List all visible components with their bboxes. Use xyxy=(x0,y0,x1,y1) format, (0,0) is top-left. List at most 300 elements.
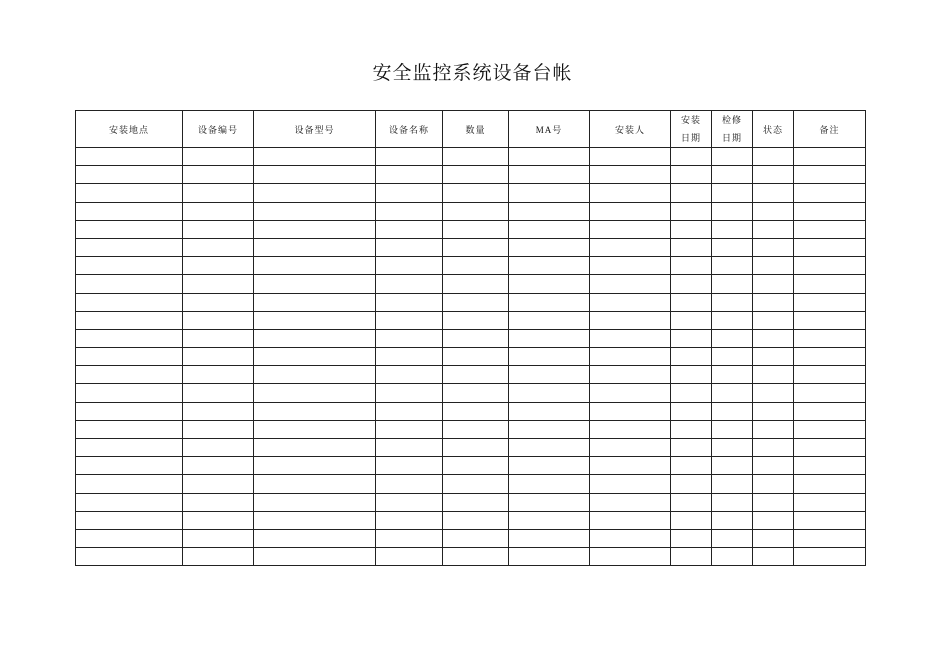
table-cell xyxy=(183,329,254,347)
table-cell xyxy=(183,184,254,202)
table-cell xyxy=(794,366,866,384)
table-row xyxy=(76,257,866,275)
table-cell xyxy=(590,166,671,184)
table-cell xyxy=(183,275,254,293)
table-row xyxy=(76,529,866,547)
table-cell xyxy=(443,384,509,402)
column-header-label: 安装人 xyxy=(614,124,645,135)
table-cell xyxy=(509,348,590,366)
table-row xyxy=(76,439,866,457)
table-cell xyxy=(590,184,671,202)
table-cell xyxy=(794,311,866,329)
table-cell xyxy=(254,420,376,438)
table-cell xyxy=(671,384,712,402)
table-cell xyxy=(183,420,254,438)
table-cell xyxy=(443,439,509,457)
table-cell xyxy=(671,457,712,475)
table-cell xyxy=(443,511,509,529)
table-cell xyxy=(183,457,254,475)
table-cell xyxy=(376,420,443,438)
table-cell xyxy=(590,329,671,347)
table-row xyxy=(76,275,866,293)
table-cell xyxy=(712,329,753,347)
table-cell xyxy=(183,366,254,384)
table-cell xyxy=(753,366,794,384)
table-cell xyxy=(712,366,753,384)
table-cell xyxy=(712,402,753,420)
table-cell xyxy=(183,202,254,220)
table-cell xyxy=(254,511,376,529)
table-cell xyxy=(376,293,443,311)
table-cell xyxy=(76,220,183,238)
table-cell xyxy=(590,293,671,311)
table-cell xyxy=(712,420,753,438)
table-cell xyxy=(753,402,794,420)
table-cell xyxy=(794,166,866,184)
table-cell xyxy=(76,166,183,184)
table-row xyxy=(76,220,866,238)
table-row xyxy=(76,511,866,529)
table-cell xyxy=(376,457,443,475)
table-cell xyxy=(794,457,866,475)
table-cell xyxy=(712,529,753,547)
table-cell xyxy=(376,493,443,511)
table-cell xyxy=(590,220,671,238)
table-cell xyxy=(183,166,254,184)
table-cell xyxy=(76,275,183,293)
column-header xyxy=(76,111,183,148)
column-header-label: 安装 xyxy=(680,115,701,125)
table-cell xyxy=(76,184,183,202)
table-cell xyxy=(183,439,254,457)
table-cell xyxy=(183,257,254,275)
table-cell xyxy=(794,184,866,202)
table-cell xyxy=(443,348,509,366)
column-header xyxy=(794,111,866,148)
table-cell xyxy=(443,148,509,166)
table-cell xyxy=(76,366,183,384)
table-cell xyxy=(254,439,376,457)
table-cell xyxy=(753,529,794,547)
table-cell xyxy=(590,366,671,384)
table-cell xyxy=(254,366,376,384)
document-title: 安全监控系统设备台帐 xyxy=(372,62,573,84)
table-cell xyxy=(376,548,443,566)
table-cell xyxy=(76,439,183,457)
table-cell xyxy=(712,220,753,238)
table-cell xyxy=(76,348,183,366)
table-cell xyxy=(183,548,254,566)
table-row xyxy=(76,420,866,438)
table-cell xyxy=(509,457,590,475)
table-cell xyxy=(443,548,509,566)
table-cell xyxy=(443,420,509,438)
table-cell xyxy=(753,439,794,457)
table-cell xyxy=(671,511,712,529)
table-cell xyxy=(590,238,671,256)
table-cell xyxy=(712,311,753,329)
table-cell xyxy=(76,420,183,438)
table-cell xyxy=(76,493,183,511)
table-cell xyxy=(443,293,509,311)
table-cell xyxy=(76,457,183,475)
table-cell xyxy=(671,548,712,566)
table-cell xyxy=(183,311,254,329)
table-cell xyxy=(509,148,590,166)
table-cell xyxy=(509,293,590,311)
table-cell xyxy=(183,348,254,366)
table-cell xyxy=(254,202,376,220)
column-header-label: 设备型号 xyxy=(294,124,335,135)
table-cell xyxy=(509,493,590,511)
table-cell xyxy=(753,493,794,511)
table-cell xyxy=(443,366,509,384)
table-cell xyxy=(794,238,866,256)
table-cell xyxy=(712,348,753,366)
table-row xyxy=(76,311,866,329)
table-cell xyxy=(443,220,509,238)
table-cell xyxy=(712,238,753,256)
table-cell xyxy=(254,402,376,420)
table-cell xyxy=(183,148,254,166)
table-cell xyxy=(753,384,794,402)
table-cell xyxy=(753,220,794,238)
table-cell xyxy=(76,293,183,311)
table-cell xyxy=(509,257,590,275)
table-cell xyxy=(509,548,590,566)
table-cell xyxy=(509,420,590,438)
table-cell xyxy=(590,529,671,547)
table-cell xyxy=(76,511,183,529)
table-cell xyxy=(376,348,443,366)
table-cell xyxy=(712,439,753,457)
table-cell xyxy=(76,329,183,347)
table-cell xyxy=(712,275,753,293)
table-cell xyxy=(712,384,753,402)
table-cell xyxy=(76,238,183,256)
table-cell xyxy=(443,166,509,184)
table-cell xyxy=(794,293,866,311)
table-cell xyxy=(794,148,866,166)
table-cell xyxy=(443,402,509,420)
table-row xyxy=(76,457,866,475)
table-row xyxy=(76,475,866,493)
column-header xyxy=(712,111,753,148)
table-cell xyxy=(376,166,443,184)
table-cell xyxy=(76,402,183,420)
table-cell xyxy=(443,275,509,293)
table-cell xyxy=(76,475,183,493)
table-cell xyxy=(753,420,794,438)
table-cell xyxy=(590,384,671,402)
table-cell xyxy=(794,257,866,275)
column-header xyxy=(254,111,376,148)
table-cell xyxy=(671,529,712,547)
table-cell xyxy=(76,311,183,329)
table-cell xyxy=(376,184,443,202)
table-cell xyxy=(509,439,590,457)
header-row xyxy=(76,111,866,148)
table-cell xyxy=(671,329,712,347)
table-cell xyxy=(376,439,443,457)
table-cell xyxy=(753,257,794,275)
table-cell xyxy=(753,275,794,293)
table-cell xyxy=(443,238,509,256)
table-cell xyxy=(183,238,254,256)
table-cell xyxy=(76,202,183,220)
table-cell xyxy=(376,366,443,384)
table-cell xyxy=(509,475,590,493)
table-cell xyxy=(590,493,671,511)
table-cell xyxy=(794,511,866,529)
table-cell xyxy=(76,257,183,275)
table-cell xyxy=(376,202,443,220)
table-cell xyxy=(509,238,590,256)
table-cell xyxy=(254,311,376,329)
column-header-label: 安装地点 xyxy=(108,124,149,135)
table-cell xyxy=(753,166,794,184)
table-cell xyxy=(183,529,254,547)
table-cell xyxy=(794,475,866,493)
table-cell xyxy=(794,548,866,566)
table-cell xyxy=(671,293,712,311)
table-cell xyxy=(443,184,509,202)
table-row xyxy=(76,366,866,384)
table-cell xyxy=(509,275,590,293)
table-cell xyxy=(590,475,671,493)
table-cell xyxy=(712,457,753,475)
table-cell xyxy=(509,329,590,347)
table-cell xyxy=(753,348,794,366)
table-cell xyxy=(183,475,254,493)
table-cell xyxy=(443,202,509,220)
table-cell xyxy=(183,384,254,402)
table-cell xyxy=(509,311,590,329)
table-cell xyxy=(753,184,794,202)
table-cell xyxy=(76,548,183,566)
table-cell xyxy=(794,202,866,220)
table-cell xyxy=(183,293,254,311)
table-cell xyxy=(376,220,443,238)
table-cell xyxy=(443,257,509,275)
column-header-label: 日期 xyxy=(680,133,701,143)
table-cell xyxy=(794,402,866,420)
table-cell xyxy=(590,311,671,329)
table-cell xyxy=(671,257,712,275)
table-cell xyxy=(671,220,712,238)
table-row xyxy=(76,384,866,402)
table-cell xyxy=(443,529,509,547)
table-row xyxy=(76,293,866,311)
table-cell xyxy=(671,311,712,329)
table-cell xyxy=(254,457,376,475)
table-cell xyxy=(753,311,794,329)
table-cell xyxy=(509,529,590,547)
table-cell xyxy=(590,202,671,220)
table-cell xyxy=(254,529,376,547)
table-cell xyxy=(794,529,866,547)
table-cell xyxy=(590,457,671,475)
table-cell xyxy=(671,366,712,384)
column-header xyxy=(183,111,254,148)
table-cell xyxy=(794,493,866,511)
table-cell xyxy=(753,238,794,256)
table-cell xyxy=(794,439,866,457)
table-cell xyxy=(671,166,712,184)
column-header-label: 备注 xyxy=(819,124,840,135)
table-cell xyxy=(254,238,376,256)
table-cell xyxy=(794,348,866,366)
table-cell xyxy=(254,348,376,366)
table-cell xyxy=(376,257,443,275)
table-cell xyxy=(712,257,753,275)
table-cell xyxy=(254,293,376,311)
table-cell xyxy=(254,184,376,202)
table-row xyxy=(76,166,866,184)
table-cell xyxy=(376,275,443,293)
column-header xyxy=(376,111,443,148)
table-row xyxy=(76,202,866,220)
table-cell xyxy=(712,202,753,220)
table-cell xyxy=(712,511,753,529)
column-header xyxy=(753,111,794,148)
table-cell xyxy=(590,439,671,457)
table-cell xyxy=(183,220,254,238)
table-cell xyxy=(376,238,443,256)
table-cell xyxy=(590,348,671,366)
table-cell xyxy=(590,420,671,438)
table-cell xyxy=(443,493,509,511)
table-cell xyxy=(671,238,712,256)
table-cell xyxy=(590,511,671,529)
table-body xyxy=(76,148,866,566)
column-header xyxy=(443,111,509,148)
column-header xyxy=(590,111,671,148)
column-header-label: 数量 xyxy=(465,124,486,135)
table-cell xyxy=(671,348,712,366)
table-cell xyxy=(254,220,376,238)
table-cell xyxy=(183,402,254,420)
table-cell xyxy=(671,275,712,293)
table-cell xyxy=(753,293,794,311)
column-header xyxy=(671,111,712,148)
column-header-label: 日期 xyxy=(721,133,742,143)
table-cell xyxy=(509,384,590,402)
table-cell xyxy=(376,148,443,166)
table-cell xyxy=(443,329,509,347)
table-cell xyxy=(590,548,671,566)
table-cell xyxy=(753,202,794,220)
table-cell xyxy=(712,493,753,511)
table-cell xyxy=(753,475,794,493)
table-cell xyxy=(76,148,183,166)
table-cell xyxy=(443,475,509,493)
table-cell xyxy=(590,275,671,293)
table-cell xyxy=(254,166,376,184)
table-cell xyxy=(509,366,590,384)
table-cell xyxy=(376,529,443,547)
table-cell xyxy=(590,148,671,166)
table-cell xyxy=(509,511,590,529)
table-cell xyxy=(443,457,509,475)
table-cell xyxy=(712,166,753,184)
table-cell xyxy=(509,184,590,202)
table-cell xyxy=(376,475,443,493)
table-cell xyxy=(254,548,376,566)
table-cell xyxy=(254,475,376,493)
table-cell xyxy=(712,148,753,166)
table-cell xyxy=(509,166,590,184)
table-cell xyxy=(671,439,712,457)
table-cell xyxy=(376,384,443,402)
table-cell xyxy=(76,529,183,547)
table-cell xyxy=(753,511,794,529)
column-header-label: 状态 xyxy=(762,124,783,135)
table-cell xyxy=(254,257,376,275)
table-cell xyxy=(753,457,794,475)
table-cell xyxy=(712,548,753,566)
table-cell xyxy=(590,257,671,275)
table-cell xyxy=(376,329,443,347)
table-cell xyxy=(183,511,254,529)
table-row xyxy=(76,184,866,202)
table-cell xyxy=(794,220,866,238)
table-cell xyxy=(376,511,443,529)
table-cell xyxy=(671,184,712,202)
table-cell xyxy=(254,329,376,347)
column-header-label: MA号 xyxy=(535,124,563,135)
table-row xyxy=(76,548,866,566)
table-cell xyxy=(376,402,443,420)
table-cell xyxy=(254,493,376,511)
table-row xyxy=(76,329,866,347)
table-cell xyxy=(712,293,753,311)
table-cell xyxy=(794,275,866,293)
table-cell xyxy=(712,475,753,493)
table-row xyxy=(76,402,866,420)
table-cell xyxy=(671,148,712,166)
table-cell xyxy=(254,275,376,293)
table-cell xyxy=(753,548,794,566)
table-cell xyxy=(671,420,712,438)
table-row xyxy=(76,148,866,166)
table-cell xyxy=(509,220,590,238)
table-cell xyxy=(254,384,376,402)
table-cell xyxy=(794,384,866,402)
table-cell xyxy=(254,148,376,166)
table-cell xyxy=(671,493,712,511)
table-cell xyxy=(712,184,753,202)
column-header-label: 设备编号 xyxy=(197,124,238,135)
table-cell xyxy=(753,329,794,347)
table-cell xyxy=(671,475,712,493)
equipment-ledger-table xyxy=(75,110,866,566)
table-header xyxy=(76,111,866,148)
table-cell xyxy=(671,202,712,220)
table-cell xyxy=(76,384,183,402)
table-cell xyxy=(509,202,590,220)
column-header-label: 检修 xyxy=(721,115,742,125)
table-row xyxy=(76,238,866,256)
table-cell xyxy=(753,148,794,166)
table-cell xyxy=(671,402,712,420)
table-cell xyxy=(443,311,509,329)
table-cell xyxy=(376,311,443,329)
column-header-label: 设备名称 xyxy=(388,124,429,135)
table-cell xyxy=(509,402,590,420)
column-header xyxy=(509,111,590,148)
table-row xyxy=(76,348,866,366)
